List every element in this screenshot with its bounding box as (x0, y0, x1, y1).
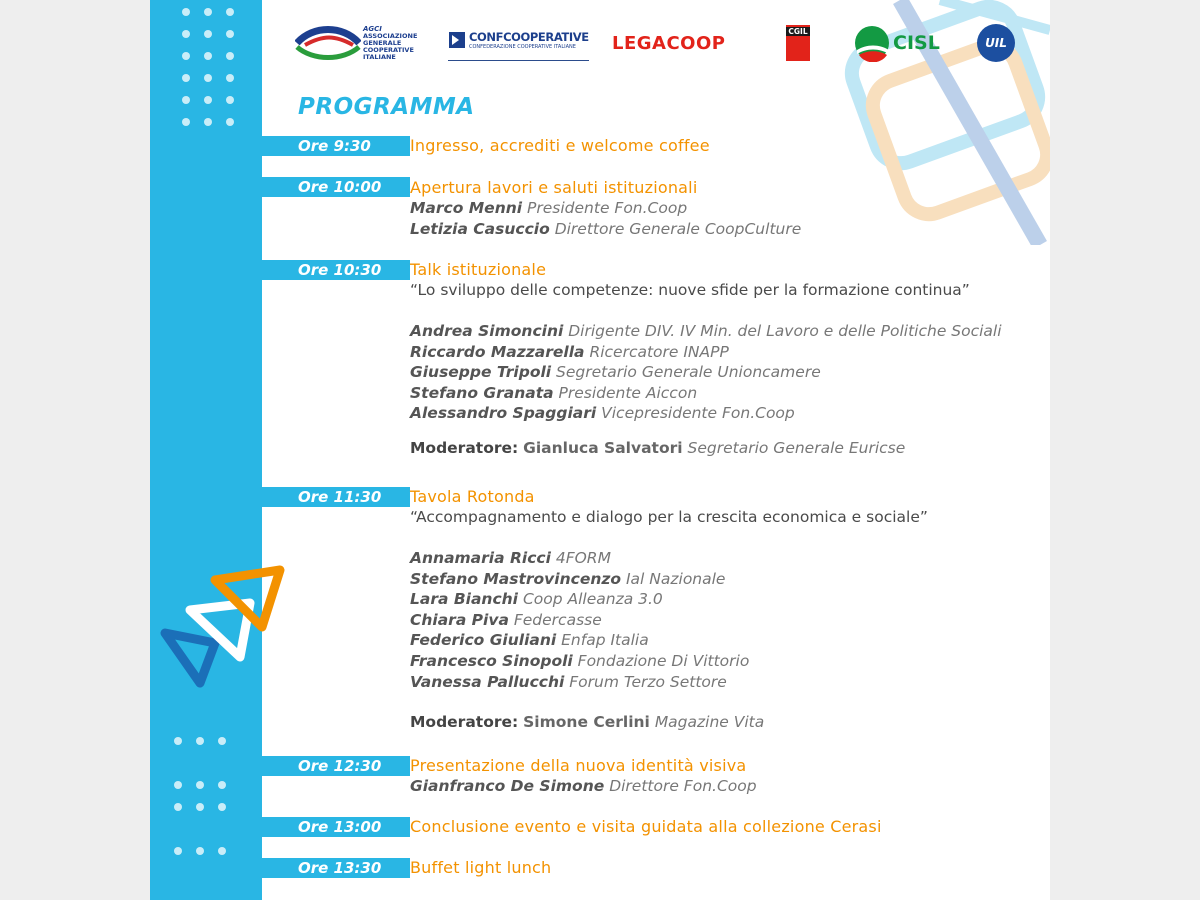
agenda-item (410, 259, 1030, 459)
speaker-role: Ricercatore INAPP (589, 342, 729, 361)
agenda-item (410, 816, 1030, 837)
speaker-name: Gianfranco De Simone (410, 777, 605, 795)
agenda-title: Ingresso, accrediti e welcome coffee (410, 136, 710, 155)
speaker (410, 219, 1030, 240)
agenda-item (410, 177, 1030, 239)
logo-cgil (786, 18, 810, 68)
speaker-role: Presidente Aiccon (558, 383, 698, 402)
agenda-title: Conclusione evento e visita guidata alla collezione Cerasi (410, 817, 882, 836)
agenda-title: Apertura lavori e saluti istituzionali (410, 178, 698, 197)
speaker (410, 672, 1030, 693)
moderator (410, 712, 1030, 733)
agci-line: GENERALE (363, 38, 402, 47)
agci-line: COOPERATIVE (363, 45, 414, 54)
time-label: Ore 11:30 (150, 487, 410, 507)
time-label: Ore 13:30 (150, 858, 410, 878)
moderator-role: Magazine Vita (654, 713, 765, 732)
time-label: Ore 12:30 (150, 756, 410, 776)
speaker-role: Dirigente DIV. IV Min. del Lavoro e delle Politiche Sociali (568, 322, 1002, 340)
speaker-name: Vanessa Pallucchi (410, 672, 565, 691)
speaker (410, 198, 1030, 219)
agci-mark-icon (295, 21, 361, 65)
speaker (410, 630, 1030, 651)
speaker-name: Stefano Granata (410, 383, 554, 402)
confcooperative-name: CONFCOOPERATIVE (469, 30, 589, 44)
uil-name: UIL (985, 36, 1007, 50)
logo-agci (295, 18, 417, 68)
agenda-title: Tavola Rotonda (410, 487, 535, 506)
time-label: Ore 10:00 (150, 177, 410, 197)
agenda-item (410, 135, 1030, 156)
speaker-role: Forum Terzo Settore (569, 672, 727, 691)
speaker-role: Vicepresidente Fon.Coop (601, 404, 795, 423)
speaker-name: Federico Giuliani (410, 631, 557, 650)
moderator-name: Simone Cerlini (523, 713, 650, 732)
time-label: Ore 10:30 (150, 260, 410, 280)
speaker-role: Direttore Generale CoopCulture (554, 219, 802, 238)
agenda-title: Talk istituzionale (410, 260, 547, 279)
speaker-role: Ial Nazionale (625, 569, 726, 588)
speaker-name: Andrea Simoncini (410, 322, 564, 340)
speaker-name: Francesco Sinopoli (410, 651, 573, 670)
confcooperative-sub: CONFEDERAZIONE COOPERATIVE ITALIANE (469, 44, 576, 50)
speaker (410, 776, 1030, 797)
cgil-name: CGIL (786, 27, 810, 36)
speaker-role: Direttore Fon.Coop (609, 777, 757, 795)
moderator-role: Segretario Generale Euricse (687, 438, 906, 457)
program-poster (150, 0, 1050, 900)
logo-confcooperative (448, 20, 589, 61)
speaker (410, 651, 1030, 672)
legacoop-name: LEGACOOP (612, 32, 726, 54)
speaker (410, 548, 1030, 569)
decorative-triangles (150, 555, 300, 705)
cisl-mark-icon (853, 24, 891, 62)
speaker (410, 403, 1030, 424)
logo-uil (977, 18, 1015, 68)
speaker-name: Marco Menni (410, 199, 523, 217)
speaker (410, 321, 1030, 342)
speaker (410, 383, 1030, 404)
page-title: PROGRAMMA (298, 94, 475, 120)
speaker-role: Presidente Fon.Coop (527, 199, 688, 217)
agenda-item (410, 857, 1030, 878)
speaker-name: Stefano Mastrovincenzo (410, 569, 622, 588)
speaker (410, 610, 1030, 631)
time-label: Ore 13:00 (150, 817, 410, 837)
moderator-label: Moderatore: (410, 438, 519, 457)
speaker-name: Chiara Piva (410, 610, 509, 629)
speaker-name: Riccardo Mazzarella (410, 342, 585, 361)
speaker-name: Lara Bianchi (410, 590, 518, 609)
speaker-name: Alessandro Spaggiari (410, 404, 597, 423)
moderator-name: Gianluca Salvatori (523, 438, 683, 457)
speaker-name: Giuseppe Tripoli (410, 363, 552, 382)
agenda-item (410, 755, 1030, 797)
speaker-name: Annamaria Ricci (410, 549, 551, 567)
speaker-role: Coop Alleanza 3.0 (522, 590, 663, 609)
speaker (410, 569, 1030, 590)
speaker-role: Enfap Italia (561, 631, 649, 650)
confcooperative-mark-icon (448, 31, 466, 49)
speaker-role: Federcasse (513, 610, 602, 629)
agci-acronym: AGCI (363, 24, 382, 33)
speaker-role: Fondazione Di Vittorio (577, 651, 750, 670)
speaker-role: Segretario Generale Unioncamere (556, 363, 821, 382)
agenda-title: Buffet light lunch (410, 858, 552, 877)
agci-line: ASSOCIAZIONE (363, 31, 418, 40)
speaker (410, 589, 1030, 610)
agci-line: ITALIANE (363, 52, 396, 61)
speaker (410, 342, 1030, 363)
agenda-item (410, 486, 1030, 733)
time-label: Ore 9:30 (150, 136, 410, 156)
cisl-name: CISL (893, 32, 940, 54)
agenda-quote: “Lo sviluppo delle competenze: nuove sfide per la formazione continua” (410, 281, 970, 299)
agenda-title: Presentazione della nuova identità visiva (410, 756, 747, 775)
speaker-name: Letizia Casuccio (410, 219, 550, 238)
speaker-role: 4FORM (555, 549, 611, 567)
agenda-quote: “Accompagnamento e dialogo per la crescita economica e sociale” (410, 508, 928, 526)
logo-cisl (853, 18, 940, 68)
moderator (410, 438, 1030, 459)
speaker (410, 362, 1030, 383)
dot-pattern-top (182, 8, 234, 126)
logo-legacoop (612, 18, 725, 68)
moderator-label: Moderatore: (410, 713, 519, 732)
